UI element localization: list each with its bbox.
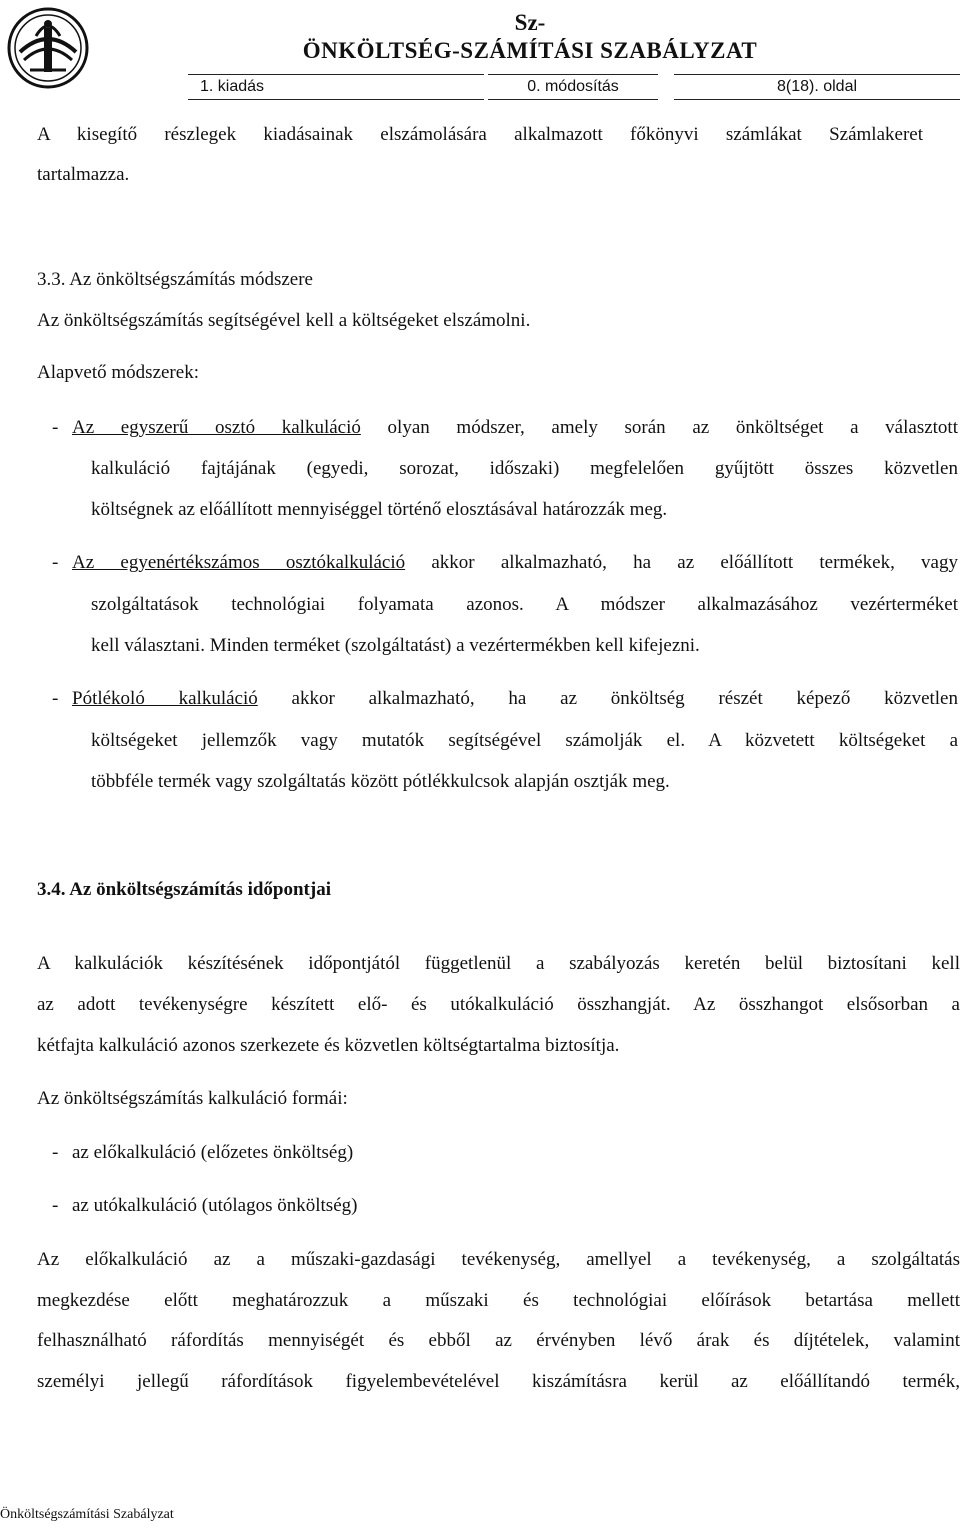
document-title: ÖNKÖLTSÉG-SZÁMÍTÁSI SZABÁLYZAT: [302, 38, 758, 63]
form-item: az előkalkuláció (előzetes önköltség): [72, 1142, 354, 1163]
section-heading-3-3: 3.3. Az önköltségszámítás módszere: [37, 269, 313, 290]
document-title-prefix: Sz-: [514, 10, 546, 35]
method-term: Az egyszerű osztó kalkuláció: [72, 417, 361, 438]
method-item-line: kell választani. Minden terméket (szolgáltatást) a vezértermékben kell kifejezni.: [91, 635, 700, 656]
section-heading-3-4: 3.4. Az önköltségszámítás időpontjai: [37, 879, 331, 900]
list-dash: -: [52, 688, 59, 709]
intro-paragraph-line: tartalmazza.: [37, 164, 130, 185]
edition-label: 1. kiadás: [188, 74, 484, 100]
closing-paragraph-line: felhasználható ráfordítás mennyiségét és ebből az érvényben lévő árak és díjtételek, valamint: [37, 1330, 960, 1351]
section-3-4-paragraph-line: az adott tevékenységre készített elő- és utókalkuláció összhangját. Az összhangot elsősorban a: [37, 994, 960, 1015]
method-term: Az egyenértékszámos osztókalkuláció: [72, 552, 406, 573]
list-dash: -: [52, 1195, 59, 1216]
section-3-4-paragraph-line: A kalkulációk készítésének időpontjától függetlenül a szabályozás keretén belül biztosítani kell: [37, 953, 960, 974]
section-3-3-text: Az önköltségszámítás segítségével kell a költségeket elszámolni.: [37, 310, 531, 331]
closing-paragraph-line: megkezdése előtt meghatározzuk a műszaki és technológiai előírások betartása mellett: [37, 1290, 960, 1311]
method-item-line: szolgáltatások technológiai folyamata azonos. A módszer alkalmazásához vezérterméket: [91, 594, 958, 615]
form-item: az utókalkuláció (utólagos önköltség): [72, 1195, 358, 1216]
closing-paragraph-line: személyi jellegű ráfordítások figyelembevételével kiszámításra kerül az előállítandó termék,: [37, 1371, 960, 1392]
list-dash: -: [52, 1142, 59, 1163]
methods-label: Alapvető módszerek:: [37, 362, 199, 383]
forms-label: Az önköltségszámítás kalkuláció formái:: [37, 1088, 348, 1109]
page-header: [0, 0, 960, 100]
document-meta-bar: [188, 74, 960, 100]
method-item-line: többféle termék vagy szolgáltatás között pótlékkulcsok alapján osztják meg.: [91, 771, 670, 792]
method-item-line: kalkuláció fajtájának (egyedi, sorozat, időszaki) megfelelően gyűjtött összes közvetlen: [91, 458, 958, 479]
closing-paragraph-line: Az előkalkuláció az a műszaki-gazdasági tevékenység, amellyel a tevékenység, a szolgáltatás: [37, 1249, 960, 1270]
page-footer: Önköltségszámítási Szabályzat: [0, 1507, 174, 1522]
section-3-4-paragraph-line: kétfajta kalkuláció azonos szerkezete és közvetlen költségtartalma biztosítja.: [37, 1035, 620, 1056]
institution-logo-icon: [6, 6, 90, 90]
method-term: Pótlékoló kalkuláció: [72, 688, 258, 709]
list-dash: -: [52, 552, 59, 573]
modification-label: 0. módosítás: [488, 74, 658, 100]
method-item: Az egyenértékszámos osztókalkuláció akkor alkalmazható, ha az előállított termékek, vagy: [72, 552, 958, 573]
method-item: Az egyszerű osztó kalkuláció olyan módszer, amely során az önköltséget a választott: [72, 417, 958, 438]
method-item-line: költségnek az előállított mennyiséggel történő elosztásával határozzák meg.: [91, 499, 668, 520]
list-dash: -: [52, 417, 59, 438]
intro-paragraph-line: A kisegítő részlegek kiadásainak elszámolására alkalmazott főkönyvi számlákat Számlakeret: [37, 124, 923, 145]
page-number: 8(18). oldal: [674, 74, 960, 100]
method-item: Pótlékoló kalkuláció akkor alkalmazható, ha az önköltség részét képező közvetlen: [72, 688, 958, 709]
method-item-line: költségeket jellemzők vagy mutatók segítségével számolják el. A közvetett költségeket a: [91, 730, 958, 751]
